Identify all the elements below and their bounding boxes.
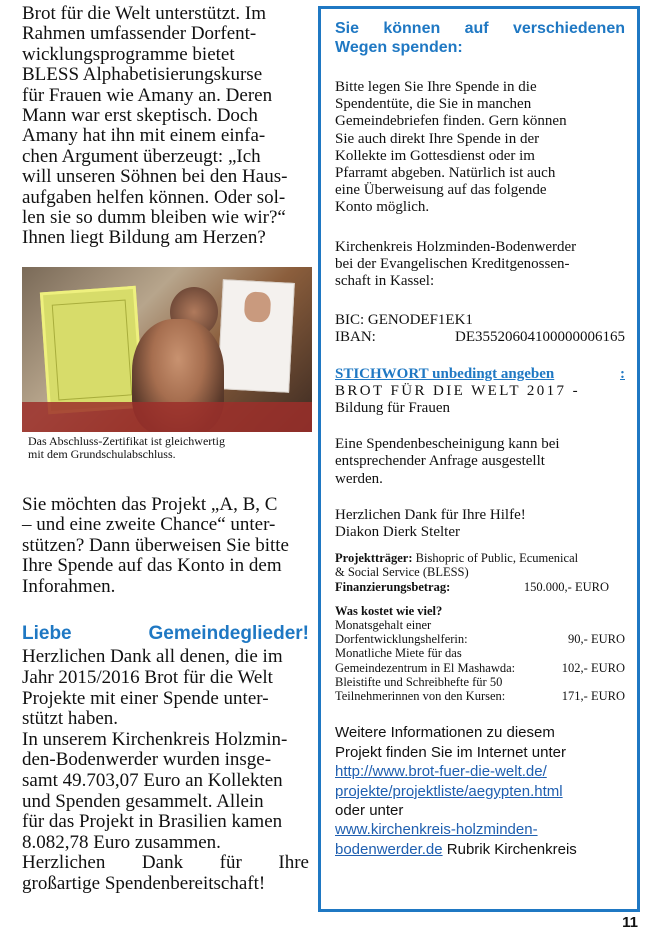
text-line: Sie möchten das Projekt „A, B, C — [22, 493, 278, 515]
heading-word: können — [383, 20, 441, 37]
kirchenkreis-link-line — [335, 840, 625, 859]
caption-line: mit dem Grundschulabschluss. — [28, 446, 176, 461]
or-text: oder unter — [335, 801, 404, 819]
text-line: aufgaben helfen können. Oder sol- — [22, 186, 286, 208]
box-heading-line — [335, 19, 625, 38]
thanks-paragraph — [22, 647, 309, 894]
text-line: Brot für die Welt unterstützt. Im — [22, 3, 267, 24]
text-line: samt 49.703,07 Euro an Kollekten — [22, 769, 283, 791]
project-facts — [335, 551, 625, 594]
cost-row — [335, 675, 625, 703]
keyword-row — [335, 366, 625, 383]
text-line: Pfarramt abgeben. Natürlich ist auch — [335, 165, 556, 182]
cost-value: 171,- EURO — [561, 689, 625, 704]
more-line: Projekt finden Sie im Internet unter — [335, 743, 566, 761]
text-line: will unseren Söhnen bei den Haus- — [22, 166, 288, 188]
signoff — [335, 507, 625, 541]
text-line: Eine Spendenbescheinigung kann bei — [335, 436, 560, 453]
text-line: 8.082,78 Euro zusammen. — [22, 831, 221, 853]
project-link[interactable]: http://www.brot-fuer-die-welt.de/ — [335, 763, 547, 781]
text-line: BLESS Alphabetisierungskurse — [22, 64, 263, 86]
text-line: für Frauen wie Amany an. Deren — [22, 84, 273, 106]
funding-value: 150.000,- EURO — [523, 579, 609, 594]
white-certificate — [217, 279, 295, 393]
page-number: 11 — [622, 914, 638, 931]
text-line: entsprechender Anfrage ausgestellt — [335, 453, 545, 470]
signature: Diakon Dierk Stelter — [335, 524, 460, 541]
iban-label: IBAN: — [335, 329, 376, 346]
cost-label — [335, 646, 555, 674]
text-line: In unserem Kirchenkreis Holzmin- — [22, 728, 288, 750]
text-line: und Spenden gesammelt. Allein — [22, 790, 264, 812]
text-line: Sie auch direkt Ihre Spende in der — [335, 130, 540, 147]
text-line: Projekte mit einer Spende unter- — [22, 687, 269, 709]
caption-line: Das Abschluss-Zertifikat ist gleichwertig — [28, 433, 225, 448]
text-line: Amany hat ihn mit einem einfa- — [22, 125, 266, 147]
donation-info-box — [318, 6, 640, 912]
cost-value: 102,- EURO — [561, 660, 625, 675]
bank-details — [335, 312, 625, 346]
word: Herzlichen — [22, 852, 106, 874]
word: Dank — [141, 852, 184, 874]
sponsor-value: Bishopric of Public, Ecumenical — [415, 551, 579, 566]
text-line: eine Überweisung auf das folgende — [335, 182, 547, 199]
iban-value: DE35520604100000006165 — [455, 329, 625, 346]
sponsor-line — [335, 551, 625, 565]
photo-caption — [28, 435, 309, 461]
text-line: Konto möglich. — [335, 199, 430, 216]
text-line: bei der Evangelischen Kreditgenossen- — [335, 255, 570, 272]
cost-label — [335, 618, 555, 646]
text-line: Spendentüte, die Sie in manchen — [335, 96, 532, 113]
text-line: schaft in Kassel: — [335, 273, 435, 290]
funding-label: Finanzierungsbetrag: — [335, 579, 451, 594]
keyword-colon: : — [620, 365, 625, 382]
text-line: Kirchenkreis Holzminden-Bodenwerder — [335, 238, 577, 255]
sponsor-line-2: & Social Service (BLESS) — [335, 565, 469, 580]
text-line: Jahr 2015/2016 Brot für die Welt — [22, 666, 273, 688]
text-line: Rahmen umfassender Dorfent- — [22, 23, 257, 45]
bic: BIC: GENODEF1EK1 — [335, 312, 473, 329]
more-info — [335, 723, 625, 859]
certificate-photo — [22, 267, 312, 432]
receipt-paragraph — [335, 436, 625, 488]
funding-row — [335, 580, 625, 594]
iban-row — [335, 329, 625, 346]
cost-label-line: Monatliche Miete für das — [335, 646, 462, 661]
text-line: Kollekte im Gottesdienst oder im — [335, 147, 535, 164]
red-scarf — [22, 402, 312, 432]
text-line: chen Argument überzeugt: „Ich — [22, 145, 261, 167]
cost-heading: Was kostet wie viel? — [335, 603, 443, 618]
cost-label — [335, 675, 555, 703]
cost-label-line: Gemeindezentrum in El Mashawda: — [335, 660, 516, 675]
text-line: Herzlichen Dank all denen, die im — [22, 646, 283, 668]
text-line: Mann war erst skeptisch. Doch — [22, 105, 258, 127]
rubric-text: Rubrik Kirchenkreis — [446, 840, 577, 858]
box-heading — [335, 19, 625, 57]
intro-paragraph — [22, 4, 309, 249]
heading-word: auf — [464, 20, 489, 37]
ways-paragraph — [335, 79, 625, 217]
text-line: Ihnen liegt Bildung am Herzen? — [22, 227, 266, 249]
heading-word: verschiedenen — [512, 20, 625, 37]
more-line: Weitere Informationen zu diesem — [335, 724, 555, 742]
text-line: stützt haben. — [22, 708, 119, 730]
word: für — [219, 852, 242, 874]
cost-row — [335, 646, 625, 674]
text-line: len sie so dumm bleiben wie wir?“ — [22, 207, 286, 229]
text-line: Bitte legen Sie Ihre Spende in die — [335, 79, 537, 95]
text-line: Ihre Spende auf das Konto in dem — [22, 555, 282, 577]
project-link-continued[interactable]: projekte/projektliste/aegypten.html — [335, 782, 563, 800]
cost-label-line: Dorfentwicklungshelferin: — [335, 632, 468, 647]
keyword-section — [335, 366, 625, 418]
heading-word: Gemeindeglieder! — [148, 623, 309, 645]
sponsor-label: Projektträger: — [335, 551, 413, 566]
community-heading — [22, 623, 309, 645]
keyword-value: BROT FÜR DIE WELT 2017 - — [335, 382, 580, 399]
thanks-line: Herzlichen Dank für Ihre Hilfe! — [335, 506, 526, 523]
project-paragraph — [22, 495, 309, 598]
text-line: wicklungsprogramme bietet — [22, 43, 235, 65]
kirchenkreis-link-continued[interactable]: bodenwerder.de — [335, 840, 443, 858]
cost-label-line: Bleistifte und Schreibhefte für 50 — [335, 674, 503, 689]
left-column — [22, 4, 309, 895]
text-line: den-Bodenwerder wurden insge- — [22, 749, 272, 771]
cost-row — [335, 618, 625, 646]
cost-value: 90,- EURO — [568, 632, 625, 647]
kirchenkreis-link[interactable]: www.kirchenkreis-holzminden- — [335, 821, 538, 839]
heading-word: Liebe — [22, 623, 72, 645]
text-line: für das Projekt in Brasilien kamen — [22, 811, 283, 833]
keyword-value: Bildung für Frauen — [335, 400, 450, 417]
text-line: stützen? Dann überweisen Sie bitte — [22, 534, 289, 556]
text-line: Inforahmen. — [22, 575, 116, 597]
word: Ihre — [278, 852, 309, 874]
bank-paragraph — [335, 239, 625, 291]
text-line: werden. — [335, 470, 383, 487]
cost-label-line: Monatsgehalt einer — [335, 618, 432, 633]
keyword-label: STICHWORT unbedingt angeben — [335, 365, 555, 382]
text-line-justified — [22, 853, 309, 874]
text-line: großartige Spendenbereitschaft! — [22, 872, 266, 894]
green-certificate — [40, 286, 144, 414]
text-line: Gemeindebriefen finden. Gern können — [335, 113, 567, 130]
cost-section — [335, 604, 625, 703]
text-line: – und eine zweite Chance“ unter- — [22, 514, 276, 536]
cost-label-line: Teilnehmerinnen von den Kursen: — [335, 689, 506, 704]
box-heading-line: Wegen spenden: — [335, 39, 463, 56]
heading-word: Sie — [335, 20, 360, 37]
